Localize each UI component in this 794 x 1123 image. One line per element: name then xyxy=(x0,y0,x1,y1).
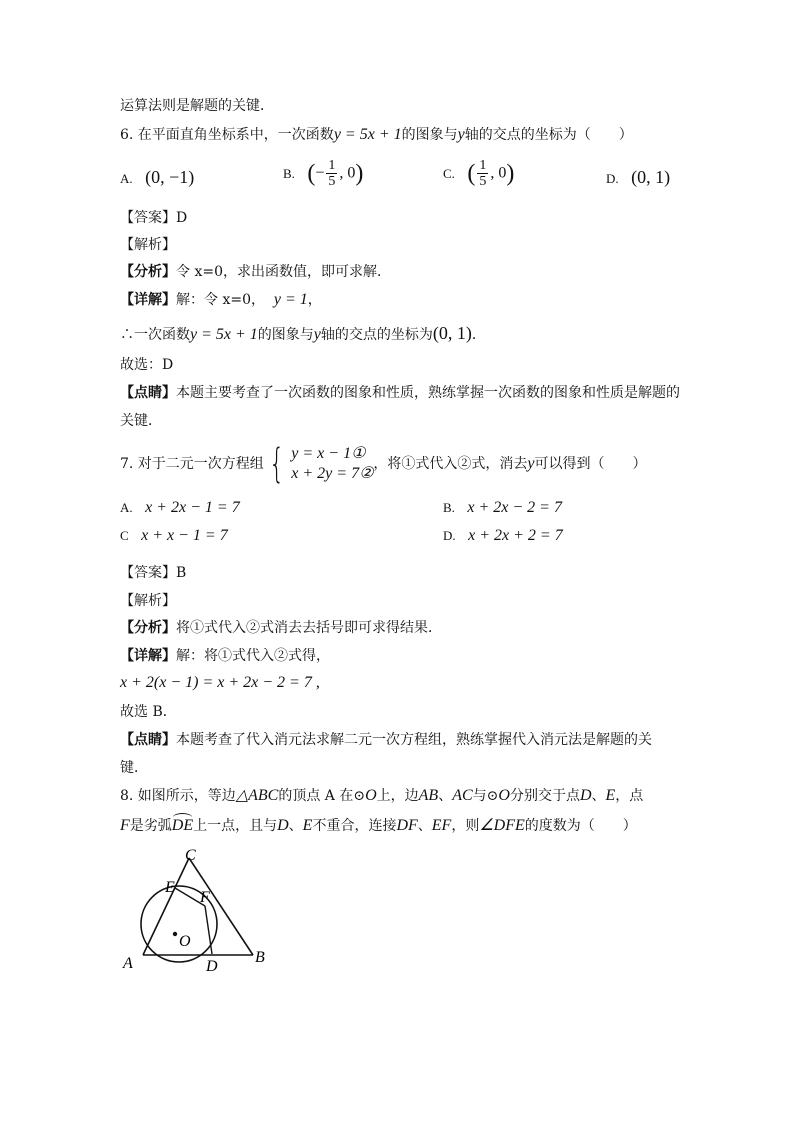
option-label: C. xyxy=(443,165,455,181)
fenxi-tag: 【分析】 xyxy=(120,264,176,280)
label-a: A xyxy=(123,955,133,972)
fenxi-text: 将①式代入②式消去去括号即可求得结果． xyxy=(176,620,442,636)
option-fraction xyxy=(326,158,337,189)
triangle-symbol: △ABC xyxy=(235,787,279,804)
q7-stem-end: 可以得到（ ） xyxy=(534,456,647,472)
q6-option-a[interactable] xyxy=(120,166,194,190)
q7-xiangjie xyxy=(120,646,330,666)
text-run: 上，边 xyxy=(376,788,419,804)
conclusion-function: y = 5x + 1 xyxy=(190,326,258,343)
q7-fenxi xyxy=(120,618,442,638)
option-value: (0, −1) xyxy=(145,167,195,187)
q6-conclusion xyxy=(120,323,486,345)
text-run: 、 xyxy=(288,818,303,834)
fraction-numerator: 1 xyxy=(328,158,336,173)
q6-stem-mid: 的图象与 xyxy=(401,127,458,143)
arc-de: DE xyxy=(171,817,194,834)
math-var: D xyxy=(277,817,289,834)
xiangjie-text: 解：将①式代入②式得， xyxy=(176,648,330,664)
q7-stem-after: ，将①式代入②式，消去 xyxy=(373,456,528,472)
text-run: 与⊙ xyxy=(472,788,499,804)
option-label: A. xyxy=(120,500,133,515)
dianjing-tag: 【点睛】 xyxy=(120,732,176,748)
option-label: B. xyxy=(283,165,295,181)
fenxi-text: 令 x=0，求出函数值，即可求解． xyxy=(176,264,391,280)
q7-dianjing-line2: 键． xyxy=(120,760,148,776)
math-var: E xyxy=(302,817,313,834)
label-f: F xyxy=(200,889,210,906)
option-sign: − xyxy=(315,164,325,182)
text-run: 的度数为（ ） xyxy=(524,818,637,834)
q8-stem-line1 xyxy=(120,786,643,806)
equation-2: x + 2y = 7② xyxy=(291,465,374,482)
option-label: D. xyxy=(606,171,619,186)
option-fraction xyxy=(477,158,488,189)
fraction-denominator: 5 xyxy=(328,174,336,189)
q8-stem-line2 xyxy=(120,816,637,836)
fraction-denominator: 5 xyxy=(479,174,487,189)
label-d: D xyxy=(206,958,218,975)
conclusion-before: ∴一次函数 xyxy=(120,327,190,343)
math-var: E xyxy=(605,787,616,804)
fraction-numerator: 1 xyxy=(479,158,487,173)
q7-stem xyxy=(120,442,647,486)
xiangjie-text: 解：令 x=0， xyxy=(176,292,265,308)
text-run: 、 xyxy=(438,788,453,804)
conclusion-end: ． xyxy=(471,327,486,343)
fenxi-tag: 【分析】 xyxy=(120,620,176,636)
option-label: A. xyxy=(120,171,133,186)
math-var: DF xyxy=(396,817,418,834)
math-var: AB xyxy=(418,787,439,804)
q6-option-d[interactable] xyxy=(606,166,670,190)
math-var: O xyxy=(498,787,510,804)
text-run: 分别交于点 xyxy=(509,788,580,804)
conclusion-point: (0, 1) xyxy=(432,323,472,343)
q7-dianjing xyxy=(120,730,652,750)
q7-work xyxy=(120,673,320,693)
math-var: O xyxy=(365,787,377,804)
label-b: B xyxy=(255,949,265,966)
q7-answer: 【答案】B xyxy=(120,565,187,581)
option-label: D. xyxy=(443,528,456,543)
text-run: 的顶点 A 在⊙ xyxy=(278,788,366,804)
center-dot xyxy=(173,932,177,936)
text-line-top: 运算法则是解题的关键． xyxy=(120,98,274,114)
q7-analysis-heading: 【解析】 xyxy=(120,593,176,609)
q7-option-d[interactable] xyxy=(443,525,563,547)
option-value: x + 2x − 1 = 7 xyxy=(145,499,240,516)
conclusion-axis: y xyxy=(313,326,321,343)
option-label: C xyxy=(120,528,129,543)
q6-option-c[interactable]: C. ( $\frac{1}{5}$ , 0) xyxy=(443,158,515,189)
q6-function: y = 5x + 1 xyxy=(333,126,402,143)
text-run: 、 xyxy=(591,788,606,804)
conclusion-after: 轴的交点的坐标为 xyxy=(320,327,433,343)
dianjing-tag: 【点睛】 xyxy=(120,385,176,401)
text-run: 8. 如图所示，等边 xyxy=(120,788,236,804)
xiangjie-math: y = 1 xyxy=(273,291,308,308)
q6-stem-before: 6. 在平面直角坐标系中，一次函数 xyxy=(120,127,334,143)
option-value: (0, 1) xyxy=(631,167,671,187)
q7-equation-system: { y = x − 1① x + 2y = 7② xyxy=(268,441,374,487)
q6-xiangjie xyxy=(120,290,322,310)
q7-choose: 故选 B． xyxy=(120,704,177,720)
label-c: C xyxy=(185,847,196,864)
option-tail: , 0 xyxy=(339,164,356,182)
math-var: EF xyxy=(431,817,452,834)
math-var: F xyxy=(120,817,130,834)
label-e: E xyxy=(165,879,175,896)
q7-option-b[interactable] xyxy=(443,497,562,519)
q6-fenxi xyxy=(120,262,391,282)
option-label: B. xyxy=(443,500,455,515)
math-var: AC xyxy=(452,787,473,804)
option-value: x + 2x + 2 = 7 xyxy=(468,527,563,544)
xiangjie-tag: 【详解】 xyxy=(120,648,176,664)
q6-dianjing xyxy=(120,383,680,403)
dianjing-line1: 本题主要考查了一次函数的图象和性质，熟练掌握一次函数的图象和性质是解题的 xyxy=(176,385,680,401)
option-tail: , 0 xyxy=(490,164,507,182)
dianjing-line1: 本题考查了代入消元法求解二元一次方程组，熟练掌握代入消元法是解题的关 xyxy=(176,732,652,748)
q6-answer: 【答案】D xyxy=(120,210,188,226)
q6-option-b[interactable]: B. (− $\frac{1}{5}$ , 0) xyxy=(283,158,364,189)
equation-1: y = x − 1① xyxy=(291,445,366,462)
geometry-figure xyxy=(115,840,285,980)
xiangjie-end: ， xyxy=(307,292,322,308)
text-run: ，点 xyxy=(615,788,644,804)
text-run: 不重合，连接 xyxy=(312,818,397,834)
conclusion-mid: 的图象与 xyxy=(257,327,314,343)
angle-dfe: ∠DFE xyxy=(479,817,525,834)
xiangjie-tag: 【详解】 xyxy=(120,292,176,308)
q6-stem-after: 轴的交点的坐标为（ ） xyxy=(464,127,633,143)
q6-choose: 故选：D xyxy=(120,357,174,373)
text-run: 上一点，且与 xyxy=(193,818,278,834)
option-value: x + x − 1 = 7 xyxy=(141,527,228,544)
label-o: O xyxy=(179,933,191,950)
math-var: D xyxy=(579,787,592,804)
q7-var: y xyxy=(527,455,535,472)
q6-axis: y xyxy=(457,126,465,143)
text-run: 、 xyxy=(417,818,432,834)
q7-option-a[interactable] xyxy=(120,497,240,519)
text-run: 是劣弧 xyxy=(129,818,172,834)
q6-stem xyxy=(120,125,633,145)
side-bc xyxy=(189,858,253,955)
q6-analysis-heading: 【解析】 xyxy=(120,237,176,253)
work-equation: x + 2(x − 1) = x + 2x − 2 = 7 , xyxy=(120,674,320,691)
q7-option-c[interactable] xyxy=(120,525,228,547)
q6-dianjing-line2: 关键． xyxy=(120,413,162,429)
option-value: x + 2x − 2 = 7 xyxy=(467,499,562,516)
q7-stem-before: 7. 对于二元一次方程组 xyxy=(120,456,264,472)
text-run: ，则 xyxy=(451,818,480,834)
